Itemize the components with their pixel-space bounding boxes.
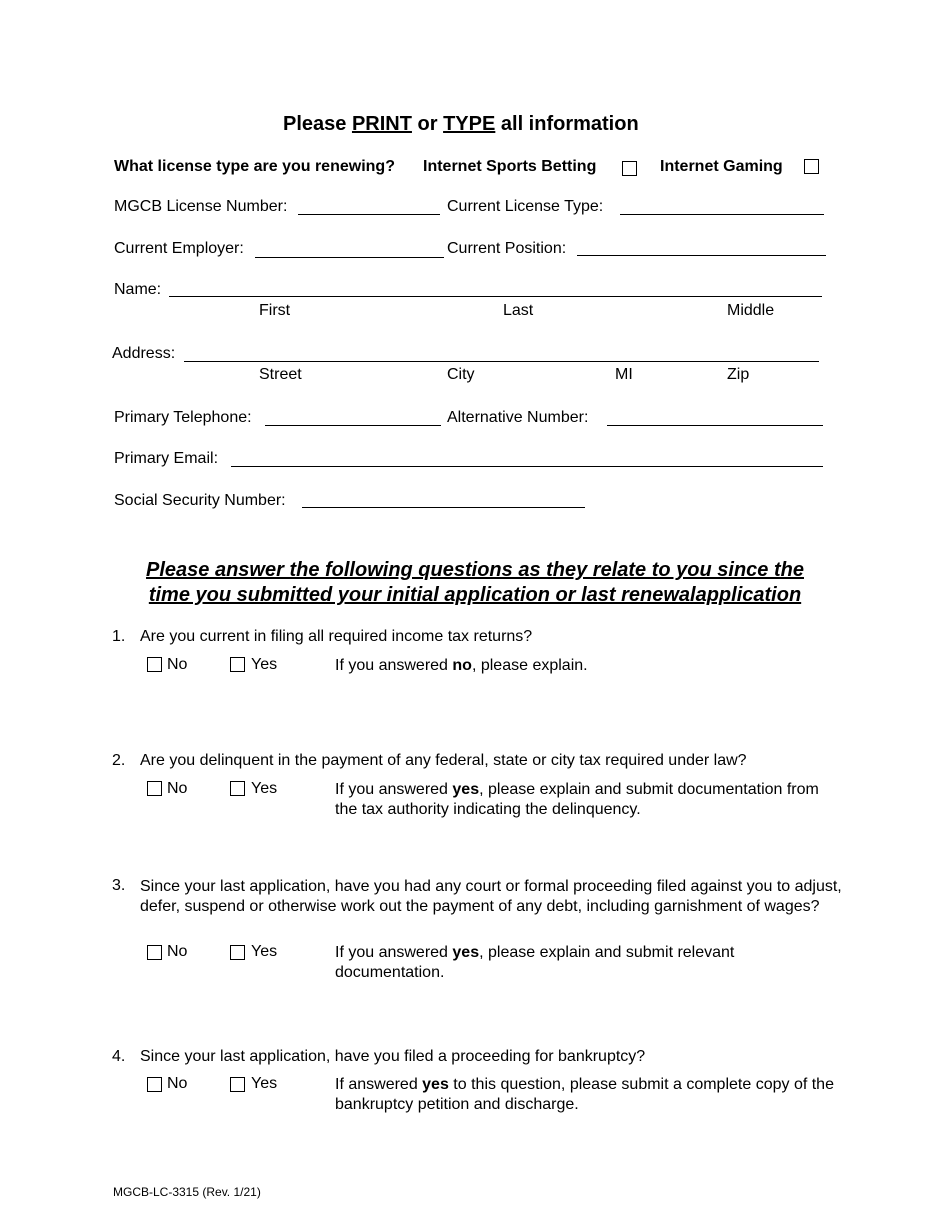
title-print: PRINT [351,113,412,135]
question-4-explain-bold: yes [422,1076,449,1093]
question-1-yes-label: Yes [251,656,278,673]
question-1-explain [335,656,840,676]
section-heading-line2: time you submitted your initial application or last renewalapplication [148,584,802,606]
question-3-explain-post: , please explain and submit relevant documentation. [335,944,735,981]
address-mi-caption: MI [615,366,633,383]
name-middle-caption: Middle [727,302,775,319]
current-license-type-field[interactable] [620,214,824,215]
question-4-explain-post: to this question, please submit a complete copy of the bankruptcy petition and discharge. [335,1076,834,1113]
ssn-label: Social Security Number: [114,492,286,509]
title-prefix: Please [283,113,347,135]
question-3-explain-pre: If you answered [335,944,453,961]
question-3-explain [335,943,775,983]
question-1-explain-pre: If you answered [335,657,453,674]
question-3-number: 3. [112,877,126,894]
name-last-caption: Last [503,302,534,319]
question-1-yes-checkbox[interactable] [230,657,245,672]
question-1-number: 1. [112,628,126,645]
question-2-yes-checkbox[interactable] [230,781,245,796]
question-4-no-label: No [167,1075,188,1092]
question-2-yes-label: Yes [251,780,278,797]
question-4-explain-pre: If answered [335,1076,423,1093]
name-field[interactable] [169,296,822,297]
internet-sports-betting-checkbox[interactable] [622,161,637,176]
question-2-explain-bold: yes [452,781,480,798]
question-2-explain-post: , please explain and submit documentation from the tax authority indicating the delinquency. [335,781,819,818]
section-heading-line1: Please answer the following questions as they relate to you since the [146,559,804,581]
license-type-question: What license type are you renewing? [114,158,395,175]
license-number-field[interactable] [298,214,440,215]
question-3-text: Since your last application, have you had any court or formal proceeding filed against you to adjust, defer, suspend or otherwise work out the payment of any debt, including garnishment of wages? [140,878,842,915]
internet-gaming-checkbox[interactable] [804,159,819,174]
address-label: Address: [112,345,176,362]
question-2-explain-pre: If you answered [335,781,453,798]
question-4-yes-label: Yes [251,1075,278,1092]
current-position-label: Current Position: [447,240,567,257]
primary-telephone-label: Primary Telephone: [114,409,252,426]
question-2-text: Are you delinquent in the payment of any federal, state or city tax required under law? [140,752,747,769]
address-street-caption: Street [259,366,302,383]
question-2-number: 2. [112,752,126,769]
question-1-no-checkbox[interactable] [147,657,162,672]
current-license-type-label: Current License Type: [447,198,604,215]
alternative-number-field[interactable] [607,425,823,426]
question-4-no-checkbox[interactable] [147,1077,162,1092]
question-4-number: 4. [112,1048,126,1065]
address-zip-caption: Zip [727,366,750,383]
question-4-yes-checkbox[interactable] [230,1077,245,1092]
address-field[interactable] [184,361,819,362]
question-1-explain-post: , please explain. [471,657,588,674]
address-city-caption: City [447,366,475,383]
primary-email-label: Primary Email: [114,450,219,467]
question-3-no-label: No [167,943,188,960]
internet-gaming-label: Internet Gaming [660,158,783,175]
question-3-yes-checkbox[interactable] [230,945,245,960]
ssn-field[interactable] [302,507,585,508]
page-title [283,113,639,136]
question-4-explain [335,1075,845,1115]
title-type: TYPE [443,113,496,135]
name-first-caption: First [259,302,291,319]
current-employer-field[interactable] [255,257,444,258]
current-position-field[interactable] [577,255,826,256]
question-3-no-checkbox[interactable] [147,945,162,960]
form-id-footer: MGCB-LC-3315 (Rev. 1/21) [113,1185,261,1199]
name-label: Name: [114,281,162,298]
question-1-text: Are you current in filing all required income tax returns? [140,628,533,645]
question-3-explain-bold: yes [452,944,480,961]
question-1-no-label: No [167,656,188,673]
question-4-text: Since your last application, have you filed a proceeding for bankruptcy? [140,1048,646,1065]
question-2-no-checkbox[interactable] [147,781,162,796]
question-1-explain-bold: no [452,657,472,674]
current-employer-label: Current Employer: [114,240,244,257]
primary-email-field[interactable] [231,466,823,467]
primary-telephone-field[interactable] [265,425,441,426]
title-suffix: all information [500,113,639,135]
question-2-no-label: No [167,780,188,797]
internet-sports-betting-label: Internet Sports Betting [423,158,597,175]
question-2-explain [335,780,825,820]
question-3-yes-label: Yes [251,943,278,960]
title-or: or [417,113,438,135]
alternative-number-label: Alternative Number: [447,409,589,426]
license-number-label: MGCB License Number: [114,198,288,215]
